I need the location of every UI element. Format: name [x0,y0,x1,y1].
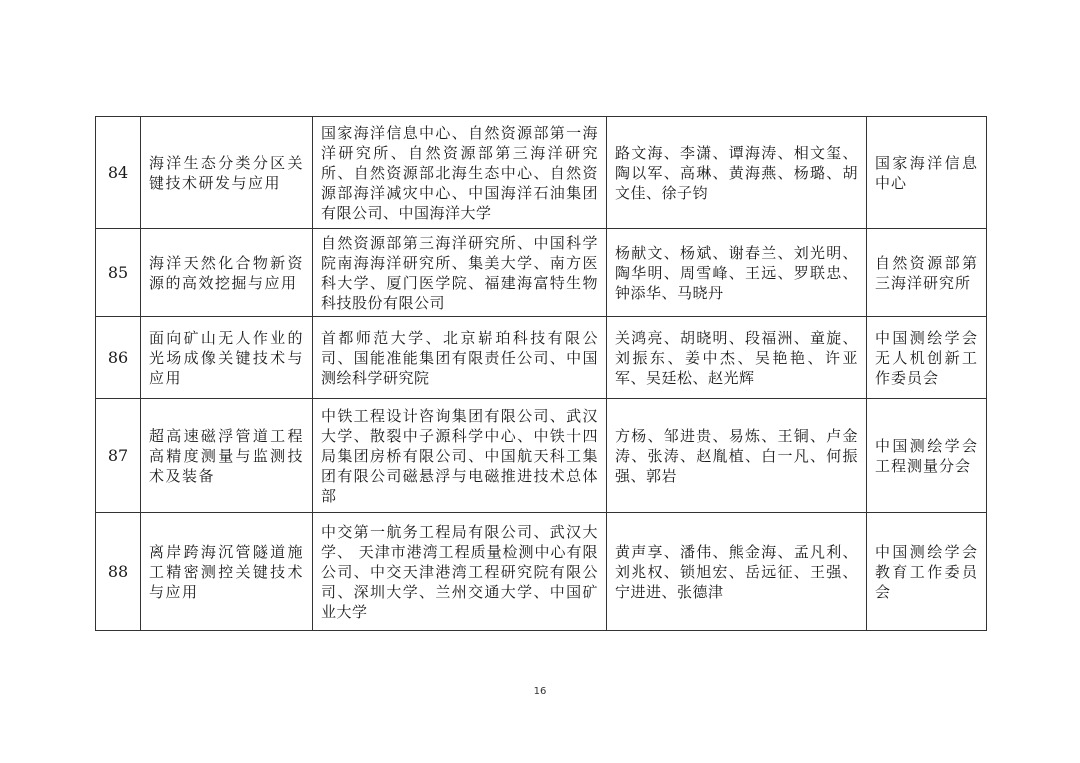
table-row [96,399,987,513]
project-name: 海洋天然化合物新资源的高效挖掘与应用 [141,229,313,317]
awards-table [95,116,987,631]
completing-units: 中交第一航务工程局有限公司、武汉大学、 天津市港湾工程质量检测中心有限公司、中交天津港湾工程研究院有限公司、深圳大学、兰州交通大学、中国矿业大学 [313,513,607,631]
completing-people: 方杨、邹进贵、易炼、王铜、卢金涛、张涛、赵胤植、白一凡、何振强、郭岩 [607,399,867,513]
completing-units: 国家海洋信息中心、自然资源部第一海洋研究所、自然资源部第三海洋研究所、自然资源部北海生态中心、自然资源部海洋减灾中心、中国海洋石油集团有限公司、中国海洋大学 [313,117,607,229]
project-name: 面向矿山无人作业的光场成像关键技术与应用 [141,317,313,399]
table-row [96,317,987,399]
nominating-unit: 中国测绘学会无人机创新工作委员会 [867,317,987,399]
nominating-unit: 国家海洋信息中心 [867,117,987,229]
completing-people: 路文海、李潇、谭海涛、相文玺、陶以军、高琳、黄海燕、杨璐、胡文佳、徐子钧 [607,117,867,229]
row-number: 86 [96,317,141,399]
table-row [96,229,987,317]
project-name: 海洋生态分类分区关键技术研发与应用 [141,117,313,229]
row-number: 87 [96,399,141,513]
nominating-unit: 中国测绘学会教育工作委员会 [867,513,987,631]
completing-units: 首都师范大学、北京崭珀科技有限公司、国能准能集团有限责任公司、中国测绘科学研究院 [313,317,607,399]
completing-people: 杨献文、杨斌、谢春兰、刘光明、陶华明、周雪峰、王远、罗联忠、钟添华、马晓丹 [607,229,867,317]
completing-people: 关鸿亮、胡晓明、段福洲、童旋、刘振东、姜中杰、吴艳艳、许亚军、吴廷松、赵光辉 [607,317,867,399]
nominating-unit: 中国测绘学会工程测量分会 [867,399,987,513]
completing-units: 中铁工程设计咨询集团有限公司、武汉大学、散裂中子源科学中心、中铁十四局集团房桥有限公司、中国航天科工集团有限公司磁悬浮与电磁推进技术总体部 [313,399,607,513]
table-row [96,513,987,631]
project-name: 超高速磁浮管道工程高精度测量与监测技术及装备 [141,399,313,513]
table-row [96,117,987,229]
row-number: 88 [96,513,141,631]
row-number: 85 [96,229,141,317]
row-number: 84 [96,117,141,229]
completing-people: 黄声享、潘伟、熊金海、孟凡利、刘兆权、锁旭宏、岳远征、王强、宁进进、张德津 [607,513,867,631]
page-number: 16 [533,686,547,697]
nominating-unit: 自然资源部第三海洋研究所 [867,229,987,317]
project-name: 离岸跨海沉管隧道施工精密测控关键技术与应用 [141,513,313,631]
completing-units: 自然资源部第三海洋研究所、中国科学院南海海洋研究所、集美大学、南方医科大学、厦门医学院、福建海富特生物科技股份有限公司 [313,229,607,317]
